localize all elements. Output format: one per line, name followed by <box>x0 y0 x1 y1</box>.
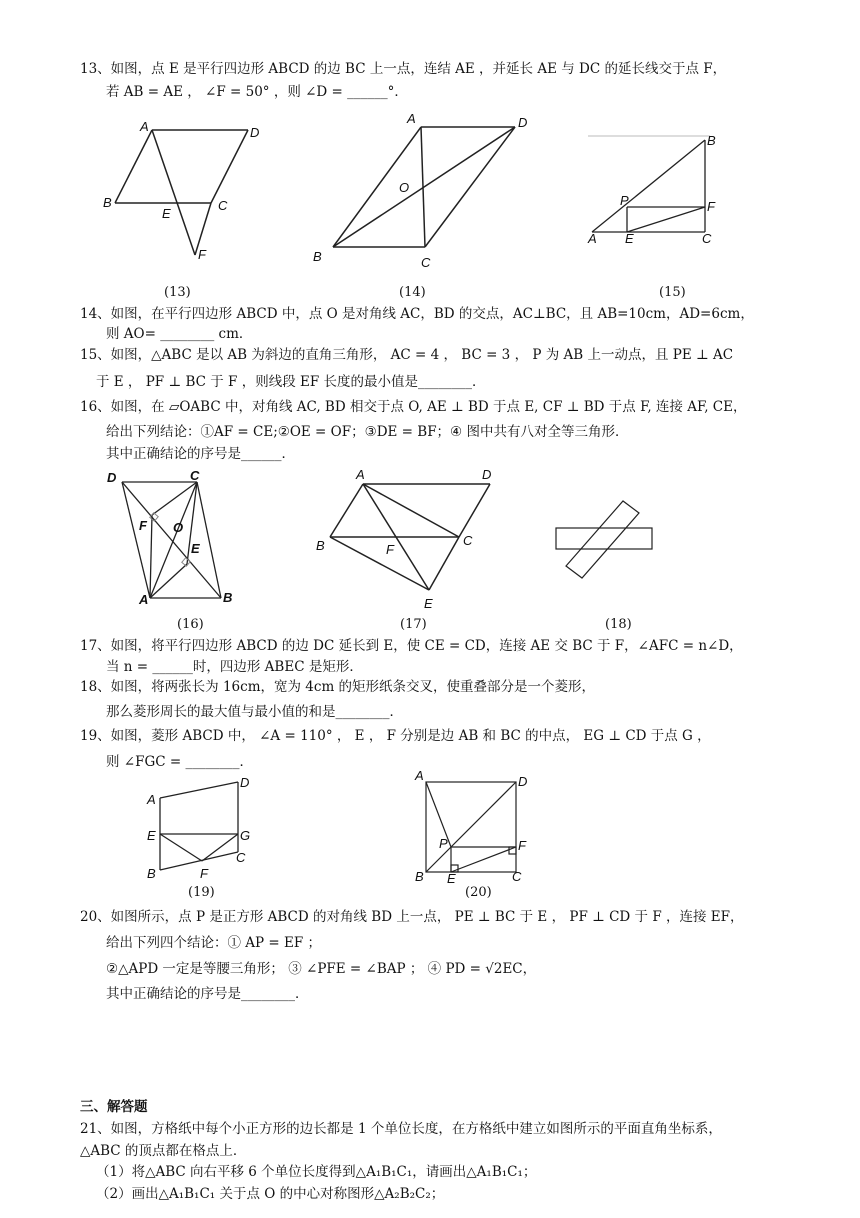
q14-line1: 14、如图，在平行四边形 ABCD 中，点 O 是对角线 AC，BD 的交点，AC⊥BC，且 AB=10cm，AD=6cm， <box>80 306 754 322</box>
fig13-label-a: A <box>140 119 149 134</box>
fig13-label-f: F <box>198 247 206 262</box>
q21-line4: （2）画出△A₁B₁C₁ 关于点 O 的中心对称图形△A₂B₂C₂； <box>96 1186 445 1202</box>
fig15-label-c: C <box>702 231 712 246</box>
fig15-label-a: A <box>588 231 597 246</box>
fig17-label-c: C <box>463 533 473 548</box>
q20-line1: 20、如图所示，点 P 是正方形 ABCD 的对角线 BD 上一点， PE ⊥ BC 于 E ， PF ⊥ CD 于 F ，连接 EF， <box>80 909 744 925</box>
q19-line2: 则 ∠FGC = ________． <box>106 754 253 770</box>
q16-line2: 给出下列结论：①AF = CE;②OE = OF；③DE = BF；④ 图中共有八对全等三角形． <box>106 424 629 440</box>
q14-line2: 则 AO= ________ cm． <box>106 326 253 342</box>
fig13-label-b: B <box>103 195 112 210</box>
fig15-label-f: F <box>707 199 715 214</box>
fig20-label-f: F <box>518 838 526 853</box>
fig16-label-a: A <box>139 592 149 607</box>
fig16-label-c: C <box>190 468 200 483</box>
figure-15 <box>580 125 730 250</box>
q19-line1: 19、如图，菱形 ABCD 中， ∠A = 110° ， E ， F 分别是边 AB 和 BC 的中点， EG ⊥ CD 于点 G ， <box>80 728 711 744</box>
fig19-label-g: G <box>240 828 251 843</box>
fig17-label-d: D <box>482 467 492 482</box>
figure-19 <box>140 770 260 885</box>
section-heading: 三、解答题 <box>80 1099 148 1115</box>
fig20-label-b: B <box>415 869 424 884</box>
fig16-label-d: D <box>107 470 117 485</box>
fig16-caption: (16) <box>177 617 204 632</box>
fig14-label-a: A <box>407 111 416 126</box>
fig17-label-f: F <box>386 542 394 557</box>
q15-line2: 于 E ， PF ⊥ BC 于 F ，则线段 EF 长度的最小值是________． <box>96 374 486 390</box>
fig19-label-e: E <box>147 828 156 843</box>
q20-line4: 其中正确结论的序号是________． <box>106 986 309 1002</box>
fig15-label-b: B <box>707 133 716 148</box>
fig17-label-e: E <box>424 596 433 611</box>
fig17-caption: (17) <box>400 617 427 632</box>
fig18-caption: (18) <box>605 617 632 632</box>
fig19-label-c: C <box>236 850 246 865</box>
q21-line2: △ABC 的顶点都在格点上． <box>80 1143 247 1159</box>
q15-line1: 15、如图，△ABC 是以 AB 为斜边的直角三角形， AC = 4 ， BC = 3 ， P 为 AB 上一动点，且 PE ⊥ AC <box>80 347 734 363</box>
q18-line1: 18、如图，将两张长为 16cm，宽为 4cm 的矩形纸条交叉，使重叠部分是一个菱形， <box>80 679 596 695</box>
fig13-caption: (13) <box>164 285 191 300</box>
q21-line1: 21、如图，方格纸中每个小正方形的边长都是 1 个单位长度，在方格纸中建立如图所示的平面直角坐标系， <box>80 1121 722 1137</box>
fig13-label-c: C <box>218 198 228 213</box>
fig16-label-e: E <box>191 541 200 556</box>
fig19-label-b: B <box>147 866 156 881</box>
fig13-label-e: E <box>162 206 171 221</box>
fig19-caption: (19) <box>188 885 215 900</box>
figure-14 <box>305 105 545 275</box>
fig14-label-c: C <box>421 255 431 270</box>
fig20-label-e: E <box>447 871 456 886</box>
fig15-caption: (15) <box>659 285 686 300</box>
fig17-label-a: A <box>356 467 365 482</box>
fig15-label-e: E <box>625 231 634 246</box>
figure-16 <box>95 462 245 612</box>
fig16-label-f: F <box>139 518 147 533</box>
fig20-caption: (20) <box>465 885 492 900</box>
q20-line3: ②△APD 一定是等腰三角形； ③ ∠PFE = ∠BAP ； ④ PD = √2EC， <box>106 961 537 977</box>
fig14-label-b: B <box>313 249 322 264</box>
q17-line1: 17、如图，将平行四边形 ABCD 的边 DC 延长到 E，使 CE = CD，连接 AE 交 BC 于 F，∠AFC = n∠D， <box>80 638 743 654</box>
fig17-label-b: B <box>316 538 325 553</box>
fig19-label-f: F <box>200 866 208 881</box>
figure-20 <box>405 768 535 888</box>
figure-13 <box>100 115 280 265</box>
fig14-label-o: O <box>399 180 410 195</box>
q16-line1: 16、如图，在 ▱OABC 中，对角线 AC, BD 相交于点 O, AE ⊥ BD 于点 E, CF ⊥ BD 于点 F, 连接 AF, CE， <box>80 399 747 415</box>
q16-line3: 其中正确结论的序号是______． <box>106 446 295 462</box>
fig16-label-b: B <box>223 590 233 605</box>
q13-line2: 若 AB = AE ， ∠F = 50° ，则 ∠D = ______°． <box>106 84 408 100</box>
fig20-label-a: A <box>415 768 424 783</box>
figure-18 <box>548 490 663 585</box>
fig20-label-c: C <box>512 869 522 884</box>
fig16-label-o: O <box>173 520 184 535</box>
fig20-label-d: D <box>518 774 528 789</box>
figure-17 <box>310 462 510 612</box>
q21-line3: （1）将△ABC 向右平移 6 个单位长度得到△A₁B₁C₁，请画出△A₁B₁C₁； <box>96 1164 537 1180</box>
q13-line1: 13、如图，点 E 是平行四边形 ABCD 的边 BC 上一点，连结 AE ，并延长 AE 与 DC 的延长线交于点 F， <box>80 61 727 77</box>
q20-line2: 给出下列四个结论：① AP = EF ； <box>106 935 322 951</box>
q18-line2: 那么菱形周长的最大值与最小值的和是________． <box>106 704 403 720</box>
q17-line2: 当 n = ______时，四边形 ABEC 是矩形． <box>106 659 363 675</box>
fig14-caption: (14) <box>399 285 426 300</box>
fig13-label-d: D <box>250 125 260 140</box>
fig20-label-p: P <box>439 836 448 851</box>
fig14-label-d: D <box>518 115 528 130</box>
fig19-label-d: D <box>240 775 250 790</box>
fig19-label-a: A <box>147 792 156 807</box>
fig15-label-p: P <box>620 193 629 208</box>
